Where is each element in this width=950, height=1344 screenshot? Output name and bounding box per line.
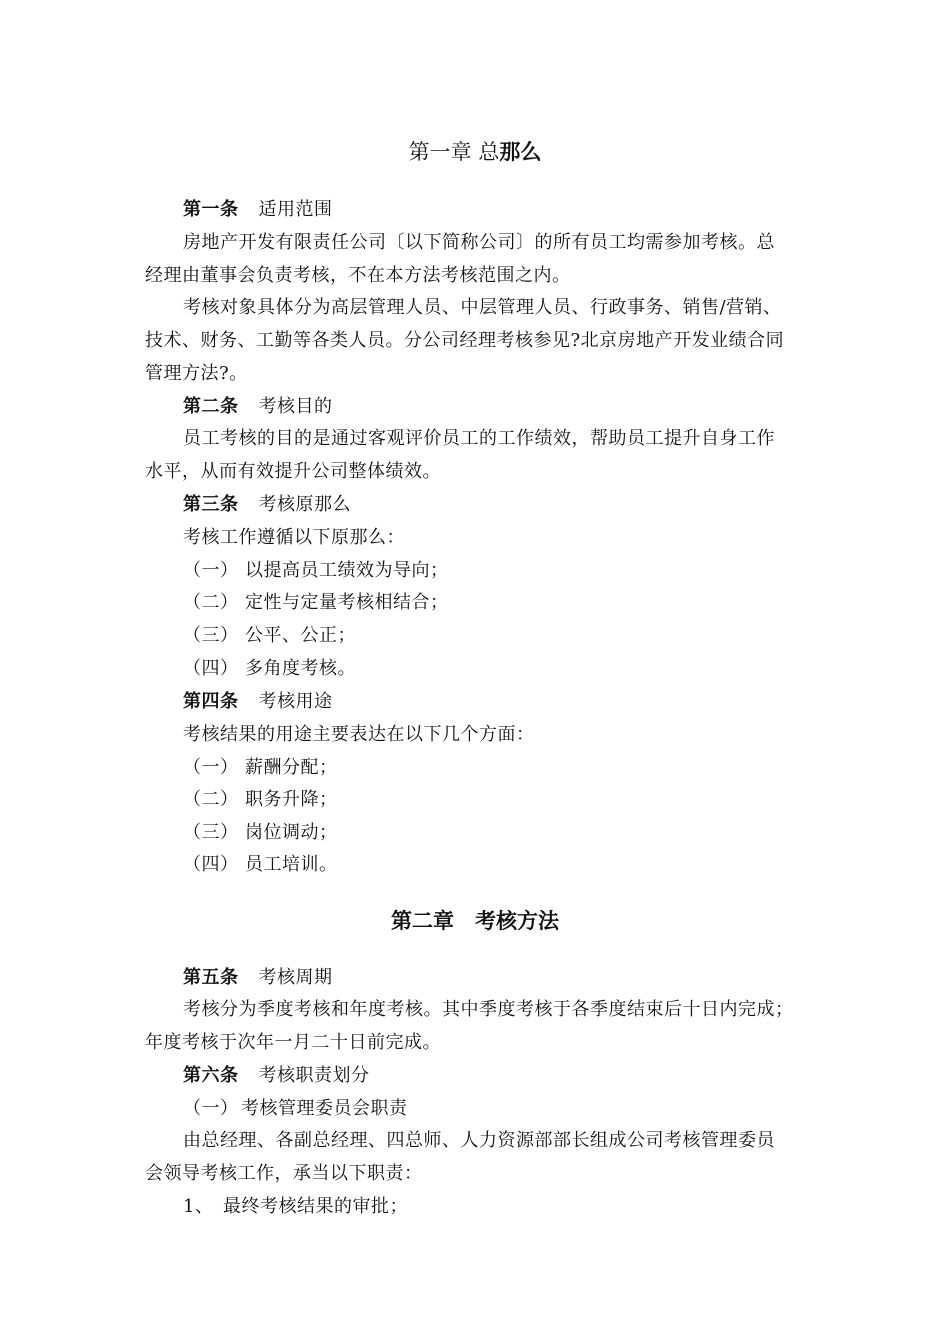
list-item — [183, 591, 815, 615]
list-item — [183, 853, 815, 877]
paragraph-line: 管理方法?。 — [145, 363, 248, 384]
list-text: 多角度考核。 — [245, 658, 356, 679]
article-label: 第二条 — [183, 396, 239, 417]
list-text: 以提高员工绩效为导向； — [245, 560, 449, 581]
list-marker: （二） — [183, 592, 239, 613]
paragraph-line: 考核工作遵循以下原那么： — [183, 527, 405, 548]
paragraph-line: 年度考核于次年一月二十日前完成。 — [145, 1032, 441, 1053]
list-text: 职务升降； — [245, 789, 338, 810]
article-title: 考核目的 — [258, 396, 333, 417]
article-label: 第四条 — [183, 691, 239, 712]
list-marker: （三） — [183, 822, 239, 843]
subsection-title: 考核管理委员会职责 — [241, 1098, 408, 1119]
paragraph-line: 技术、财务、工勤等各类人员。分公司经理考核参见?北京房地产开发业绩合同 — [145, 330, 785, 351]
paragraph-line: 房地产开发有限责任公司〔以下简称公司〕的所有员工均需参加考核。总 — [183, 232, 775, 253]
list-marker: （一） — [183, 560, 239, 581]
subsection-heading — [183, 1097, 815, 1121]
paragraph-line: 考核分为季度考核和年度考核。其中季度考核于各季度结束后十日内完成； — [183, 999, 794, 1020]
paragraph-line: 经理由董事会负责考核，不在本方法考核范围之内。 — [145, 265, 571, 286]
list-marker: （四） — [183, 658, 239, 679]
paragraph-line: 考核结果的用途主要表达在以下几个方面： — [183, 724, 535, 745]
article-5-heading — [183, 966, 815, 990]
article-label: 第三条 — [183, 494, 239, 515]
article-label: 第五条 — [183, 967, 239, 988]
article-1-heading — [183, 198, 815, 222]
list-marker: （一） — [183, 757, 239, 778]
article-title: 考核周期 — [258, 967, 333, 988]
article-4-heading — [183, 690, 815, 714]
list-item — [183, 788, 815, 812]
list-marker: 1、 — [183, 1196, 214, 1217]
list-item — [183, 1195, 815, 1219]
list-item — [183, 821, 815, 845]
list-item — [183, 624, 815, 648]
paragraph-line: 由总经理、各副总经理、四总师、人力资源部部长组成公司考核管理委员 — [183, 1130, 775, 1151]
paragraph-line: 考核对象具体分为高层管理人员、中层管理人员、行政事务、销售/营销、 — [183, 297, 782, 318]
list-marker: （一） — [183, 1098, 239, 1119]
list-text: 定性与定量考核相结合； — [245, 592, 449, 613]
paragraph-line: 会领导考核工作，承当以下职责： — [145, 1163, 423, 1184]
list-item — [183, 559, 815, 583]
list-marker: （四） — [183, 854, 239, 875]
chapter-1-title — [0, 138, 950, 166]
article-title: 适用范围 — [258, 199, 333, 220]
list-text: 员工培训。 — [245, 854, 338, 875]
list-item — [183, 657, 815, 681]
chapter-1-title-part-a: 第一章 总 — [408, 140, 500, 164]
chapter-1-title-part-b: 那么 — [499, 139, 542, 164]
list-item — [183, 756, 815, 780]
article-2-heading — [183, 395, 815, 419]
list-text: 薪酬分配； — [245, 757, 338, 778]
article-title: 考核职责划分 — [258, 1065, 370, 1086]
paragraph-line: 水平，从而有效提升公司整体绩效。 — [145, 461, 441, 482]
article-title: 考核原那么 — [258, 494, 351, 515]
article-label: 第六条 — [183, 1065, 239, 1086]
paragraph-line: 员工考核的目的是通过客观评价员工的工作绩效，帮助员工提升自身工作 — [183, 428, 775, 449]
article-6-heading — [183, 1064, 815, 1088]
list-marker: （二） — [183, 789, 239, 810]
article-title: 考核用途 — [258, 691, 333, 712]
list-text: 最终考核结果的审批； — [223, 1196, 408, 1217]
chapter-2-title: 第二章 考核方法 — [391, 908, 559, 933]
article-3-heading — [183, 493, 815, 517]
article-label: 第一条 — [183, 199, 239, 220]
list-text: 岗位调动； — [245, 822, 338, 843]
list-text: 公平、公正； — [245, 625, 356, 646]
list-marker: （三） — [183, 625, 239, 646]
